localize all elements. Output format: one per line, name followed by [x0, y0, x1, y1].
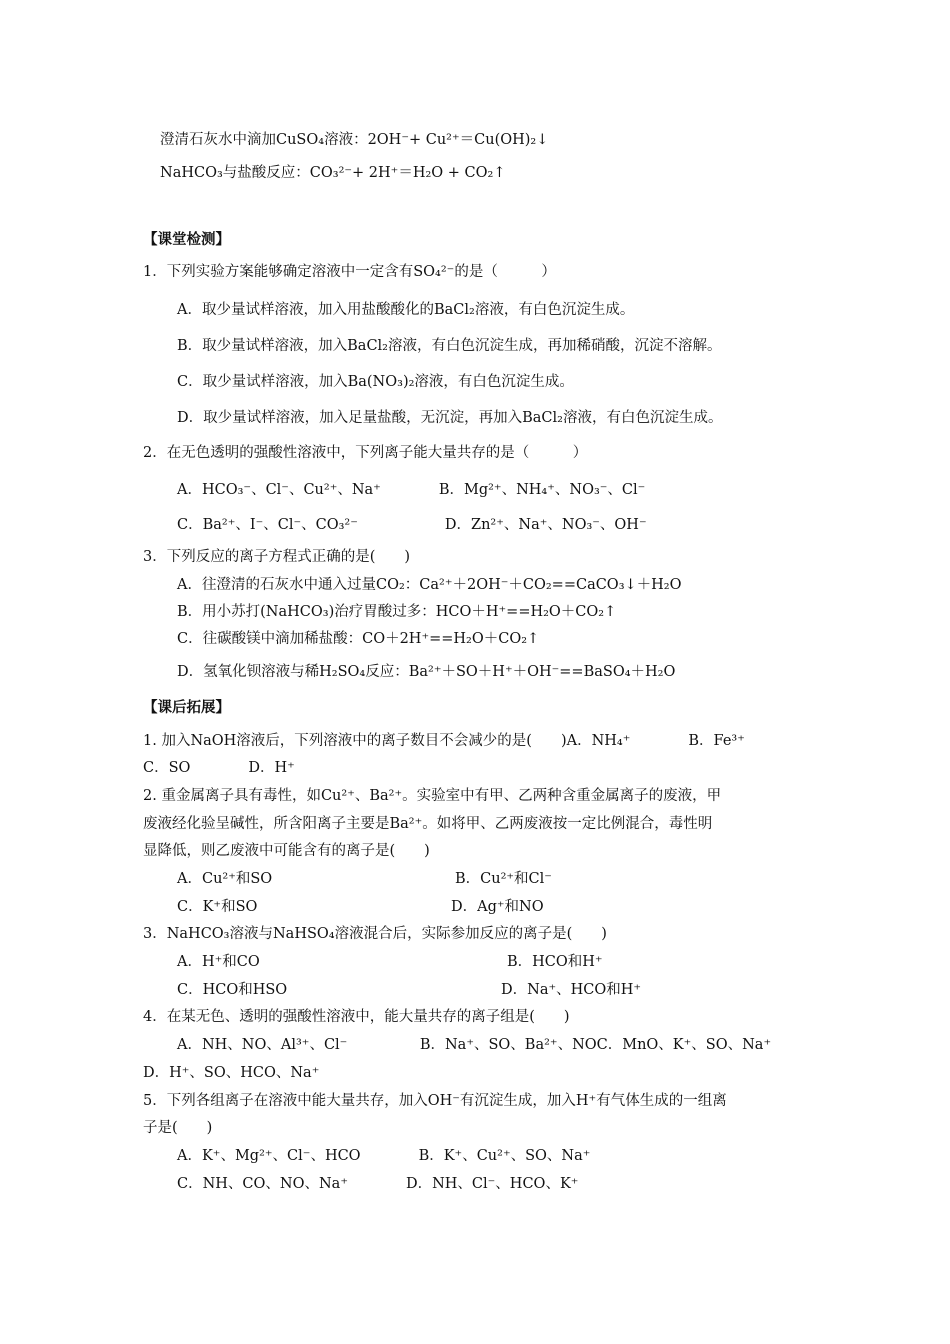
question-2-options-ab: A．HCO₃⁻、Cl⁻、Cu²⁺、Na⁺ B．Mg²⁺、NH₄⁺、NO₃⁻、Cl⁻	[177, 482, 646, 498]
question-1-option-b: B．取少量试样溶液，加入BaCl₂溶液，有白色沉淀生成，再加稀硝酸，沉淀不溶解。	[177, 338, 722, 354]
extension-question-5-line-2: 子是( )	[143, 1120, 213, 1136]
section-heading-classroom-test: 【课堂检测】	[143, 232, 230, 248]
extension-question-3-option-c: C．HCO和HSO	[177, 982, 288, 998]
question-2-options-cd: C．Ba²⁺、I⁻、Cl⁻、CO₃²⁻ D．Zn²⁺、Na⁺、NO₃⁻、OH⁻	[177, 517, 647, 533]
question-1-option-d: D．取少量试样溶液，加入足量盐酸，无沉淀，再加入BaCl₂溶液，有白色沉淀生成。	[177, 410, 723, 426]
extension-question-5-line-1: 5．下列各组离子在溶液中能大量共存，加入OH⁻有沉淀生成，加入H⁺有气体生成的一组离	[143, 1093, 727, 1109]
question-1-option-a: A．取少量试样溶液，加入用盐酸酸化的BaCl₂溶液，有白色沉淀生成。	[177, 302, 635, 318]
extension-question-2-line-1: 2. 重金属离子具有毒性，如Cu²⁺、Ba²⁺。实验室中有甲、乙两种含重金属离子的废液，甲	[143, 788, 722, 804]
question-3-option-b: B．用小苏打(NaHCO₃)治疗胃酸过多：HCO＋H⁺==H₂O＋CO₂↑	[177, 604, 617, 620]
extension-question-5-options-cd: C．NH、CO、NO、Na⁺ D．NH、Cl⁻、HCO、K⁺	[177, 1176, 579, 1192]
extension-question-1-line-2: C．SO D．H⁺	[143, 760, 295, 776]
extension-question-5-options-ab: A．K⁺、Mg²⁺、Cl⁻、HCO B．K⁺、Cu²⁺、SO、Na⁺	[177, 1148, 591, 1164]
extension-question-2-option-c: C．K⁺和SO	[177, 899, 258, 915]
question-3-option-d: D．氢氧化钡溶液与稀H₂SO₄反应：Ba²⁺＋SO＋H⁺＋OH⁻==BaSO₄＋H₂O	[177, 664, 676, 680]
extension-question-2-option-a: A．Cu²⁺和SO	[177, 871, 273, 887]
extension-question-2-option-b: B．Cu²⁺和Cl⁻	[455, 871, 552, 887]
question-3-stem: 3．下列反应的离子方程式正确的是( )	[143, 549, 411, 565]
extension-question-1-line-1: 1. 加入NaOH溶液后，下列溶液中的离子数目不会减少的是( )A．NH₄⁺ B．Fe³⁺	[143, 733, 745, 749]
question-3-option-a: A．往澄清的石灰水中通入过量CO₂：Ca²⁺＋2OH⁻＋CO₂==CaCO₃↓＋H₂O	[177, 577, 682, 593]
extension-question-3-stem: 3．NaHCO₃溶液与NaHSO₄溶液混合后，实际参加反应的离子是( )	[143, 926, 607, 942]
intro-equation-2: NaHCO₃与盐酸反应：CO₃²⁻+ 2H⁺＝H₂O + CO₂↑	[160, 165, 506, 181]
extension-question-2-option-d: D．Ag⁺和NO	[451, 899, 544, 915]
extension-question-4-stem: 4．在某无色、透明的强酸性溶液中，能大量共存的离子组是( )	[143, 1009, 570, 1025]
extension-question-4-option-d: D．H⁺、SO、HCO、Na⁺	[143, 1065, 320, 1081]
extension-question-3-option-a: A．H⁺和CO	[177, 954, 260, 970]
question-3-option-c: C．往碳酸镁中滴加稀盐酸：CO＋2H⁺==H₂O＋CO₂↑	[177, 631, 540, 647]
question-2-stem: 2．在无色透明的强酸性溶液中，下列离子能大量共存的是（ ）	[143, 445, 588, 461]
intro-equation-1: 澄清石灰水中滴加CuSO₄溶液：2OH⁻+ Cu²⁺＝Cu(OH)₂↓	[160, 132, 549, 148]
extension-question-2-line-2: 废液经化验呈碱性，所含阳离子主要是Ba²⁺。如将甲、乙两废液按一定比例混合，毒性明	[143, 816, 713, 832]
extension-question-2-line-3: 显降低，则乙废液中可能含有的离子是( )	[143, 843, 430, 859]
extension-question-4-options-abc: A．NH、NO、Al³⁺、Cl⁻ B．Na⁺、SO、Ba²⁺、NOC．MnO、K⁺、SO、Na⁺	[177, 1037, 772, 1053]
question-1-option-c: C．取少量试样溶液，加入Ba(NO₃)₂溶液，有白色沉淀生成。	[177, 374, 574, 390]
extension-question-3-option-d: D．Na⁺、HCO和H⁺	[501, 982, 642, 998]
section-heading-after-class-extension: 【课后拓展】	[143, 700, 230, 716]
extension-question-3-option-b: B．HCO和H⁺	[507, 954, 603, 970]
question-1-stem: 1．下列实验方案能够确定溶液中一定含有SO₄²⁻的是（ ）	[143, 264, 556, 280]
